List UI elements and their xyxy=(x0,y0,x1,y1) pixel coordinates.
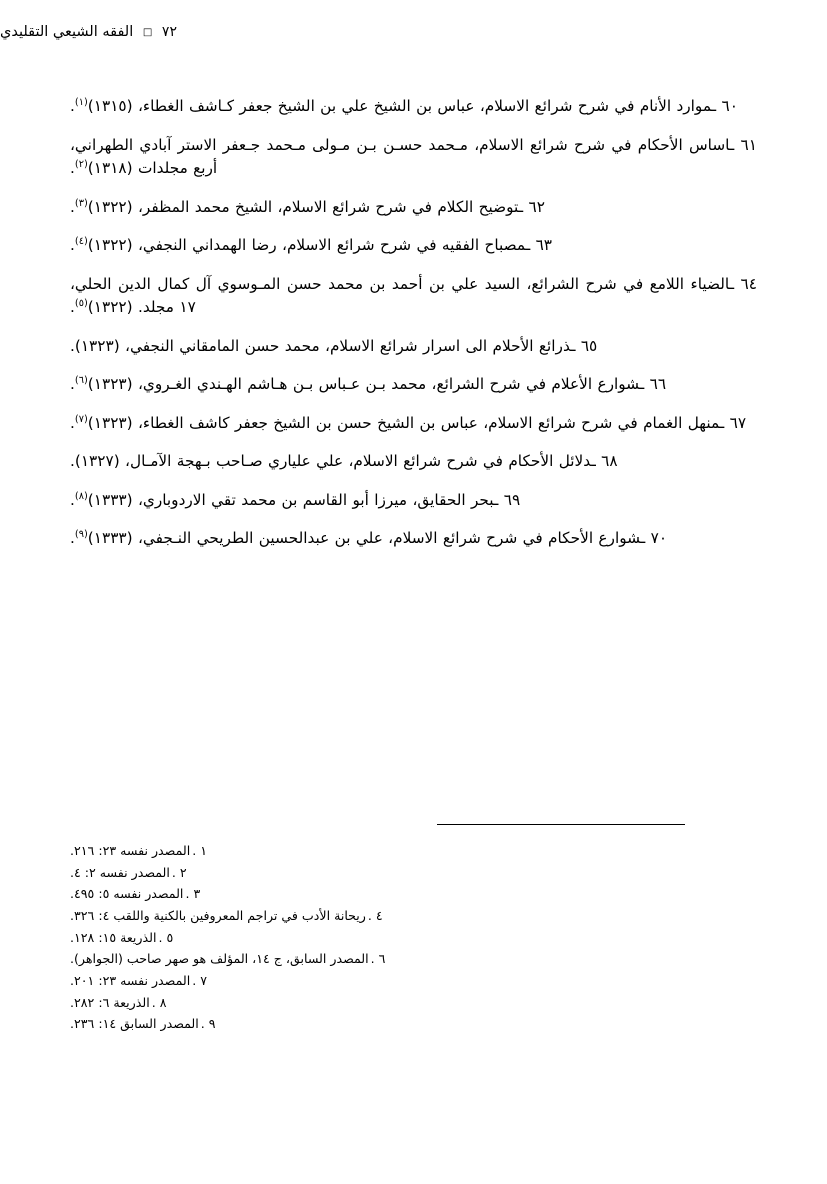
item-text: ذرائع الأحلام الى اسرار شرائع الاسلام، محمد حسن المامقاني النجفي، (١٣٢٣). xyxy=(70,336,571,355)
footnote-number: ٥ . xyxy=(158,929,174,945)
page-header xyxy=(0,24,739,40)
item-tail: . xyxy=(70,236,75,255)
item-text: دلائل الأحكام في شرح شرائع الاسلام، علي علياري صـاحب بـهجة الآمـال، (١٣٢٧). xyxy=(70,452,592,471)
book-title: الفقه الشيعي التقليدي xyxy=(0,24,134,40)
item-number: ٦٠ ـ xyxy=(711,97,738,116)
item-number: ٦١ ـ xyxy=(729,135,757,154)
list-item xyxy=(70,196,757,219)
list-item xyxy=(70,527,757,550)
list-item xyxy=(70,95,757,118)
list-item xyxy=(70,373,757,396)
footnote-text: المصدر السابق ١٤: ٢٣٦. xyxy=(70,1016,199,1032)
footnotes-section xyxy=(70,840,757,1035)
footnote-item xyxy=(70,883,757,905)
item-number: ٧٠ ـ xyxy=(640,529,668,548)
footnote-text: المصدر نفسه ٢٣: ٢١٦. xyxy=(70,843,191,858)
item-tail: . xyxy=(70,97,75,116)
footnote-number: ٦ . xyxy=(370,951,386,967)
footnote-ref[interactable]: (١) xyxy=(74,97,88,109)
item-number: ٦٥ ـ xyxy=(570,336,598,355)
footnote-item xyxy=(70,948,757,970)
item-tail: . xyxy=(70,159,75,178)
item-number: ٦٦ ـ xyxy=(639,375,667,394)
header-separator-icon: □ xyxy=(142,27,153,38)
list-item xyxy=(70,412,757,435)
item-tail: . xyxy=(70,197,75,216)
footnote-ref[interactable]: (٣) xyxy=(74,197,88,209)
page-number: ٧٢ xyxy=(161,24,177,40)
footnote-ref[interactable]: (٢) xyxy=(74,159,88,170)
footnote-number: ٧ . xyxy=(192,972,207,988)
item-text: توضيح الكلام في شرح شرائع الاسلام، الشيخ محمد المظفر، (١٣٢٢) xyxy=(87,197,519,216)
item-text: الضياء اللامع في شرح الشرائع، السيد علي بن أحمد بن محمد حسن المـوسوي آل كمال الدين الحلي، ١٧ مجلد. (١٣٢٢) xyxy=(70,274,730,316)
footnote-ref[interactable]: (٤) xyxy=(74,236,88,248)
item-number: ٦٩ ـ xyxy=(493,490,521,509)
footnote-text: المصدر نفسه ٥: ٤٩٥. xyxy=(70,886,184,902)
list-item xyxy=(70,335,757,358)
item-text: شوارع الأعلام في شرح الشرائع، محمد بـن عـباس بـن هـاشم الهـندي الغـروي، (١٣٢٣) xyxy=(87,375,640,394)
footnote-number: ١ . xyxy=(192,843,207,858)
footnote-number: ٣ . xyxy=(185,886,201,902)
footnote-number: ٤ . xyxy=(367,907,383,923)
list-item xyxy=(70,134,757,181)
footnote-text: المصدر السابق، ج ١٤، المؤلف هو صهر صاحب (الجواهر). xyxy=(70,951,369,967)
footnote-divider xyxy=(437,824,685,825)
footnote-item xyxy=(70,840,757,862)
footnote-ref[interactable]: (٩) xyxy=(74,529,88,541)
footnote-number: ٢ . xyxy=(171,864,187,880)
item-text: منهل الغمام في شرح شرائع الاسلام، عباس بن الشيخ حسن بن الشيخ جعفر كاشف الغطاء، (١٣٢٣) xyxy=(87,413,720,432)
footnote-ref[interactable]: (٥) xyxy=(74,297,88,309)
footnote-item xyxy=(70,862,757,884)
list-item xyxy=(70,489,757,512)
item-tail: . xyxy=(70,529,75,548)
footnote-number: ٨ . xyxy=(151,994,167,1010)
item-tail: . xyxy=(70,413,75,432)
item-text: اساس الأحكام في شرح شرائع الاسلام، مـحمد حسـن بـن مـولى مـحمد جـعفر الاستر آبادي الطهراني، أربع مجلدات (١٣١٨) xyxy=(70,135,730,178)
footnote-ref[interactable]: (٦) xyxy=(74,374,88,386)
item-text: مصباح الفقيه في شرح شرائع الاسلام، رضا الهمداني النجفي، (١٣٢٢) xyxy=(87,236,526,255)
footnote-text: المصدر نفسه ٢٣: ٢٠١. xyxy=(70,972,191,988)
item-number: ٦٢ ـ xyxy=(518,197,545,216)
footnote-text: ريحانة الأدب في تراجم المعروفين بالكنية واللقب ٤: ٣٢٦. xyxy=(70,907,366,923)
footnote-number: ٩ . xyxy=(200,1016,216,1032)
footnote-text: الذريعة ٦: ٢٨٢. xyxy=(70,994,150,1010)
footnote-ref[interactable]: (٨) xyxy=(74,490,88,502)
footnote-item xyxy=(70,1013,757,1035)
item-number: ٦٨ ـ xyxy=(591,452,618,471)
item-number: ٦٧ ـ xyxy=(719,413,747,432)
item-number: ٦٤ ـ xyxy=(729,274,757,293)
footnote-ref[interactable]: (٧) xyxy=(74,413,88,425)
footnote-item xyxy=(70,905,757,927)
item-number: ٦٣ ـ xyxy=(525,236,553,255)
footnote-text: المصدر نفسه ٢: ٤. xyxy=(70,864,170,880)
footnote-item xyxy=(70,927,757,949)
item-tail: . xyxy=(70,490,75,509)
item-tail: . xyxy=(70,375,75,394)
list-item xyxy=(70,450,757,473)
bibliography-list xyxy=(70,80,757,564)
item-text: شوارع الأحكام في شرح شرائع الاسلام، علي بن عبدالحسين الطريحي النـجفي، (١٣٣٣) xyxy=(87,529,641,548)
list-item xyxy=(70,273,757,320)
item-text: موارد الأنام في شرح شرائع الاسلام، عباس بن الشيخ علي بن الشيخ جعفر كـاشف الغطاء، (١٣١٥) xyxy=(87,97,712,116)
item-tail: . xyxy=(70,297,75,316)
footnote-text: الذريعة ١٥: ١٢٨. xyxy=(70,929,157,945)
item-text: بحر الحقايق، ميرزا أبو القاسم بن محمد تقي الاردوباري، (١٣٣٣) xyxy=(87,490,494,509)
footnote-item xyxy=(70,970,757,992)
list-item xyxy=(70,234,757,257)
footnote-item xyxy=(70,992,757,1014)
